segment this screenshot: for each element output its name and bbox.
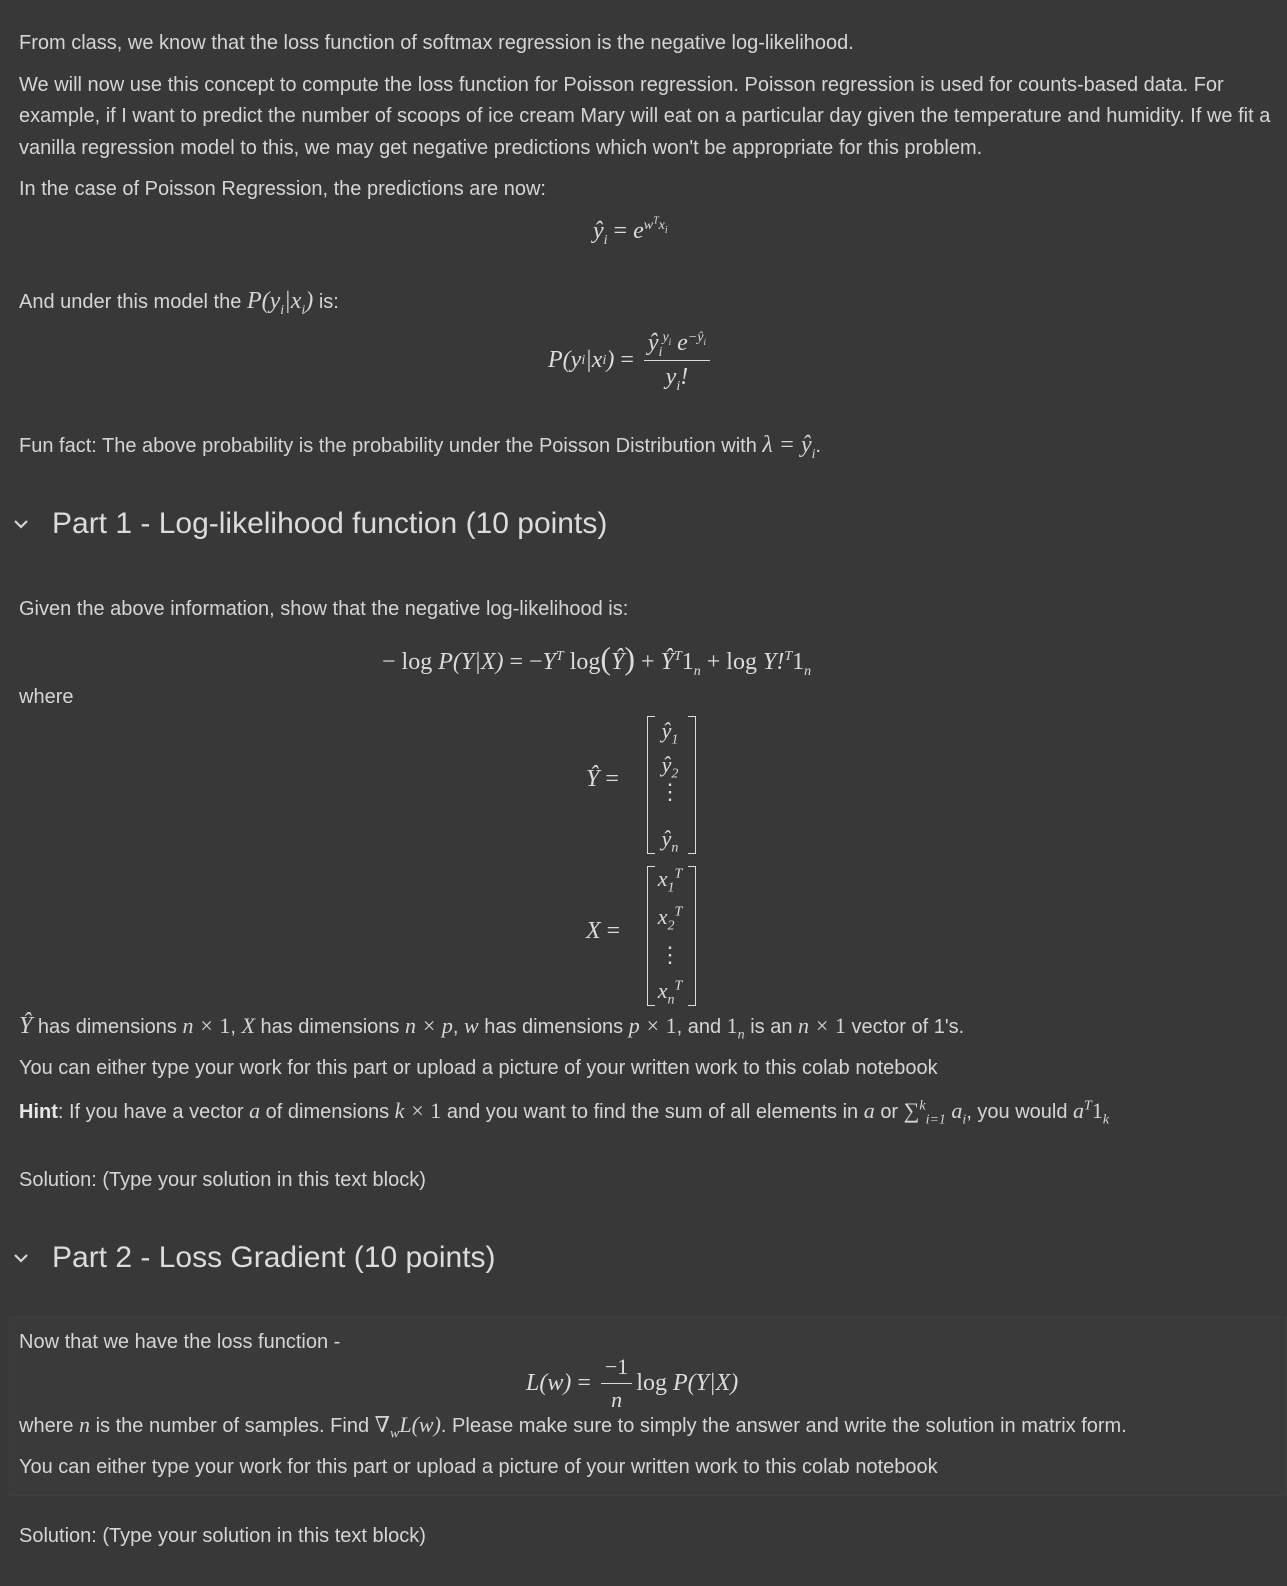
fun-fact-line: Fun fact: The above probability is the probability under the Poisson Distribution with $\lambda = ŷ_i$. [19, 432, 822, 462]
part2-where-line: where n is the number of samples. Find $\nabla_wL(w)$. Please make sure to simply the answer and write the solution in matrix form. [19, 1412, 1127, 1442]
part1-upload-line: You can either type your work for this part or upload a picture of your written work to this colab notebook [19, 1057, 938, 1079]
part2-where-mid: is the number of samples. Find [95, 1415, 370, 1437]
dimensions-line: Ŷ has dimensions n × 1, X has dimensions n × p, w has dimensions p × 1, and $1_n$ is an n × 1 vector of 1's. [19, 1013, 965, 1043]
dims-and: , and [676, 1016, 722, 1038]
hint-text-2: of dimensions [265, 1101, 390, 1123]
chevron-down-icon[interactable] [12, 1249, 30, 1267]
hint-text-4: , you would [966, 1101, 1068, 1123]
chevron-down-icon[interactable] [12, 515, 30, 533]
part1-given-line: Given the above information, show that the negative log-likelihood is: [19, 598, 629, 620]
hint-text-3: and you want to find the sum of all elements in [446, 1101, 859, 1123]
where-label: where [19, 686, 74, 708]
part2-where-prefix: where [19, 1415, 74, 1437]
part2-heading[interactable] [12, 1241, 496, 1275]
intro-paragraph-line-3: vanilla regression model to this, we may get negative predictions which won't be appropriate for this problem. [19, 137, 983, 159]
neg-log-likelihood-equation: − $\log P(Y|X) = -Y^T$ log(Ŷ) + $Ŷ^T1_n + \log Y!^T1_n$ [382, 640, 812, 679]
intro-paragraph-line-2: example, if I want to predict the number of scoops of ice cream Mary will eat on a particular day given the temperature and humidity. If we fit a [19, 105, 1271, 127]
intro-paragraph-line-1: We will now use this concept to compute the loss function for Poisson regression. Poisson regression is used for counts-based data. For [19, 74, 1224, 96]
model-line-prefix: And under this model the [19, 291, 242, 313]
intro-line-1: From class, we know that the loss function of softmax regression is the negative log-likelihood. [19, 32, 854, 54]
part2-upload-line: You can either type your work for this part or upload a picture of your written work to this colab notebook [19, 1456, 938, 1478]
model-line-suffix: is: [318, 291, 339, 313]
hint-or: or [880, 1101, 899, 1123]
part2-where-suffix: . Please make sure to simply the answer and write the solution in matrix form. [440, 1415, 1127, 1437]
dims-text-2: has dimensions [260, 1016, 400, 1038]
hint-line: Hint: If you have a vector a of dimensions k × 1 and you want to find the sum of all elements in a or ∑$^k_{i=1}$ $a_i$, you would $a^T1_k$ [19, 1098, 1110, 1128]
dims-text-3: has dimensions [484, 1016, 624, 1038]
yhat-matrix-label: Ŷ = [586, 766, 619, 792]
dims-isan: is an [750, 1016, 793, 1038]
x-matrix-label: X = [586, 918, 621, 944]
part1-heading[interactable] [12, 507, 607, 541]
dims-text-1: has dimensions [37, 1016, 177, 1038]
hint-label: Hint [19, 1101, 58, 1123]
prediction-equation: $ŷ_i = e^{w^Tx_i}$ [593, 215, 668, 248]
dims-vector: vector of 1's. [851, 1016, 965, 1038]
model-probability-line: And under this model the $P(y_i|x_i)$ is: [19, 288, 339, 318]
part2-title: Part 2 - Loss Gradient (10 points) [52, 1241, 496, 1274]
loss-equation: L(w) = $\frac{-1}{n}$ log P(Y|X) [526, 1354, 739, 1412]
part1-solution-line[interactable]: Solution: (Type your solution in this text block) [19, 1169, 426, 1191]
part2-now-line: Now that we have the loss function - [19, 1331, 341, 1353]
hint-text-1: : If you have a vector [57, 1101, 244, 1123]
intro-poisson-line: In the case of Poisson Regression, the predictions are now: [19, 178, 546, 200]
part1-title: Part 1 - Log-likelihood function (10 points) [52, 507, 608, 540]
poisson-pmf-equation: P(y i |x i ) = $\frac{ŷ_i^{y_i} e^{-ŷ_i}}{y_i!}$ [548, 330, 714, 391]
fun-fact-text: Fun fact: The above probability is the probability under the Poisson Distribution with [19, 435, 757, 457]
part2-solution-line[interactable]: Solution: (Type your solution in this text block) [19, 1525, 426, 1547]
